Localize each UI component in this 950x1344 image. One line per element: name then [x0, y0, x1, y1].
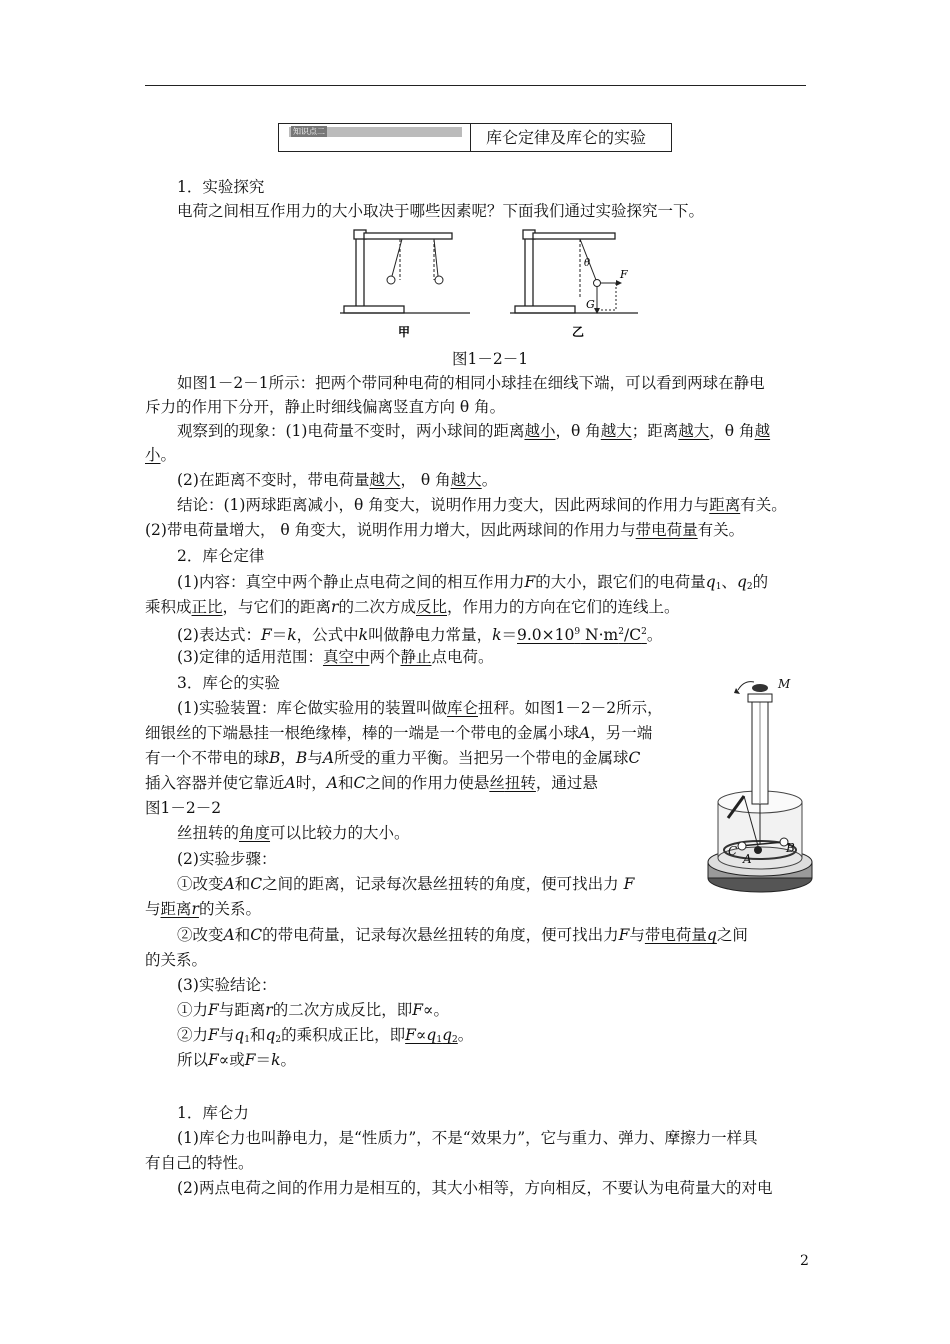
topic-tag	[289, 127, 462, 137]
section1-heading: 1．实验探究	[177, 178, 265, 196]
topic-tag-label: 知识点二	[293, 127, 325, 136]
step-1-cont: 与距离r的关系。	[145, 900, 261, 918]
steps-heading: (2)实验步骤：	[177, 850, 277, 868]
coulomb-scope: (3)定律的适用范围：真空中两个静止点电荷。	[177, 648, 494, 666]
observation-1: 观察到的现象：(1)电荷量不变时，两小球间的距离越小，θ 角越大；距离越大，θ 角越	[177, 422, 771, 440]
results-heading: (3)实验结论：	[177, 976, 277, 994]
coulomb-force-1: (1)库仑力也叫静电力，是“性质力”，不是“效果力”，它与重力、弹力、摩擦力一样具	[177, 1129, 758, 1147]
step-1: ①改变A和C之间的距离，记录每次悬丝扭转的角度，便可找出力 F	[177, 875, 635, 893]
para-intro-1: 如图1－2－1所示：把两个带同种电荷的相同小球挂在细线下端，可以看到两球在静电	[177, 374, 765, 392]
coulomb-content-2: 乘积成正比，与它们的距离r的二次方成反比，作用力的方向在它们的连线上。	[145, 598, 680, 616]
apparatus-5: 丝扭转的角度可以比较力的大小。	[177, 824, 410, 842]
section1-intro: 电荷之间相互作用力的大小取决于哪些因素呢？下面我们通过实验探究一下。	[177, 202, 705, 220]
figure-2-caption: 图1－2－2	[145, 799, 222, 817]
figure-label-jia: 甲	[398, 325, 411, 339]
topic-separator	[470, 124, 471, 151]
apparatus-1: (1)实验装置：库仑做实验用的装置叫做库仑扭秤。如图1－2－2所示，	[177, 699, 663, 717]
figure-jia	[340, 230, 470, 313]
header-rule	[145, 85, 806, 86]
observation-1-cont: 小。	[145, 446, 177, 464]
apparatus-3: 有一个不带电的球B，B与A所受的重力平衡。当把另一个带电的金属球C	[145, 749, 641, 767]
figure-1-2-2	[704, 672, 816, 912]
figure-G: G	[586, 298, 595, 311]
step-2: ②改变A和C的带电荷量，记录每次悬丝扭转的角度，便可找出力F与带电荷量q之间	[177, 926, 748, 944]
figure-F: F	[620, 268, 628, 281]
coulomb-content-1: (1)内容：真空中两个静止点电荷之间的相互作用力F的大小，跟它们的电荷量$q_1$、$q_2$的	[177, 573, 769, 592]
figure-label-yi: 乙	[572, 325, 585, 339]
page-number: 2	[800, 1253, 809, 1269]
section3-heading: 3．库仑的实验	[177, 674, 280, 692]
coulomb-force-1-cont: 有自己的特性。	[145, 1154, 254, 1172]
result-2: ②力F与$q_1$和$q_2$的乘积成正比，即$F\propto q_1q_2$。	[177, 1026, 474, 1045]
step-2-cont: 的关系。	[145, 951, 208, 969]
coulomb-force-2: (2)两点电荷之间的作用力是相互的，其大小相等，方向相反，不要认为电荷量大的对电	[177, 1179, 773, 1197]
apparatus-2: 细银丝的下端悬挂一根绝缘棒，棒的一端是一个带电的金属小球A，另一端	[145, 724, 653, 742]
coulomb-expression: (2)表达式：F＝k，公式中k叫做静电力常量，$k=9.0\times 10^9$ $N\cdot m^2/C^2$。	[177, 626, 663, 644]
figure-M: M	[778, 677, 791, 691]
section2-heading: 2．库仑定律	[177, 547, 265, 565]
figure-yi	[510, 230, 638, 314]
section4-heading: 1．库仑力	[177, 1104, 249, 1122]
conclusion-2: (2)带电荷量增大， θ 角变大，说明作用力增大，因此两球间的作用力与带电荷量有关。	[145, 521, 745, 539]
figure-C: C	[728, 844, 738, 858]
topic-title: 库仑定律及库仑的实验	[486, 128, 647, 147]
apparatus-4: 插入容器并使它靠近A时，A和C之间的作用力使悬丝扭转，通过悬	[145, 774, 598, 792]
topic-box	[278, 123, 672, 152]
figure-theta: θ	[584, 258, 591, 269]
result-3: 所以F∝或F＝k。	[177, 1051, 296, 1069]
figure-B: B	[786, 841, 795, 855]
figure-1-caption: 图1－2－1	[452, 350, 529, 368]
figure-A: A	[743, 852, 752, 866]
conclusion-1: 结论：(1)两球距离减小，θ 角变大，说明作用力变大，因此两球间的作用力与距离有关。	[177, 496, 787, 514]
para-intro-2: 斥力的作用下分开，静止时细线偏离竖直方向 θ 角。	[145, 398, 506, 416]
result-1: ①力F与距离r的二次方成反比，即F∝。	[177, 1001, 450, 1019]
observation-2: (2)在距离不变时，带电荷量越大， θ 角越大。	[177, 471, 498, 489]
figure-1-2-1	[340, 226, 640, 344]
